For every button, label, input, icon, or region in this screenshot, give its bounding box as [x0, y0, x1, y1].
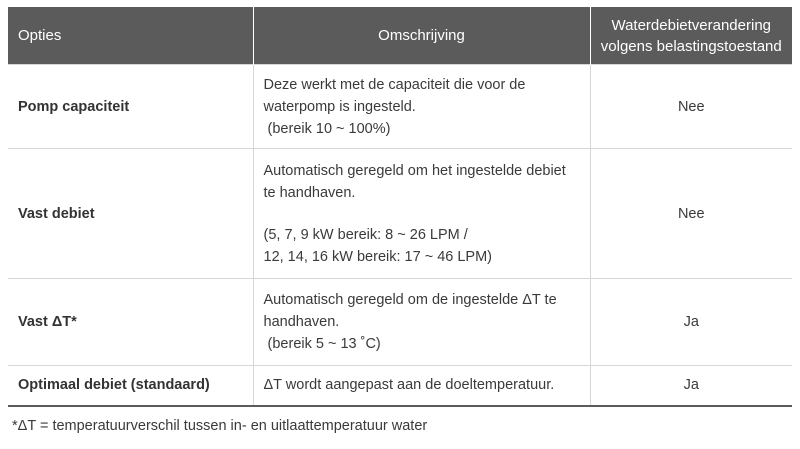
- waterflow-change-cell: Ja: [590, 279, 792, 366]
- header-waterflow-change: [590, 7, 792, 65]
- header-waterflow-line2: volgens belastingstoestand: [600, 37, 782, 55]
- footnote: *ΔT = temperatuurverschil tussen in- en uitlaattemperatuur water: [12, 418, 428, 434]
- description-line: (5, 7, 9 kW bereik: 8 ~ 26 LPM /: [263, 226, 468, 243]
- waterflow-change-cell: Nee: [590, 149, 792, 279]
- description-line: (bereik 10 ~ 100%): [263, 120, 391, 137]
- description-line: te handhaven.: [263, 184, 356, 201]
- header-options: Opties: [8, 7, 253, 65]
- description-line: 12, 14, 16 kW bereik: 17 ~ 46 LPM): [263, 248, 492, 265]
- table-header-row: [8, 7, 792, 65]
- header-waterflow-line1: Waterdebietverandering: [611, 16, 772, 34]
- option-cell: Pomp capaciteit: [8, 65, 253, 149]
- description-line: Automatisch geregeld om het ingestelde debiet: [263, 162, 566, 179]
- spacer: [264, 204, 580, 224]
- description-line: ΔT wordt aangepast aan de doeltemperatuur.: [263, 377, 555, 394]
- waterflow-change-cell: Ja: [590, 366, 792, 406]
- description-line: handhaven.: [263, 314, 340, 330]
- description-line: Automatisch geregeld om de ingestelde ΔT te: [263, 292, 557, 308]
- waterflow-change-cell: Nee: [590, 65, 792, 149]
- table-row-fixed-delta-t: [8, 279, 792, 366]
- description-line: (bereik 5 ~ 13 ˚C): [263, 336, 381, 352]
- options-table: [8, 7, 792, 407]
- table-row-optimal-flow: [8, 366, 792, 406]
- table-row-pump-capacity: [8, 65, 792, 149]
- description-line: Deze werkt met de capaciteit die voor de: [263, 76, 526, 93]
- description-cell: [253, 65, 590, 149]
- description-cell: [253, 279, 590, 366]
- description-cell: [253, 366, 590, 406]
- option-cell: Vast debiet: [8, 149, 253, 279]
- option-cell: Vast ΔT*: [8, 279, 253, 366]
- description-cell: [253, 149, 590, 279]
- header-description: Omschrijving: [253, 7, 590, 65]
- table-row-fixed-flow: [8, 149, 792, 279]
- description-line: waterpomp is ingesteld.: [263, 98, 416, 115]
- option-cell: Optimaal debiet (standaard): [8, 366, 253, 406]
